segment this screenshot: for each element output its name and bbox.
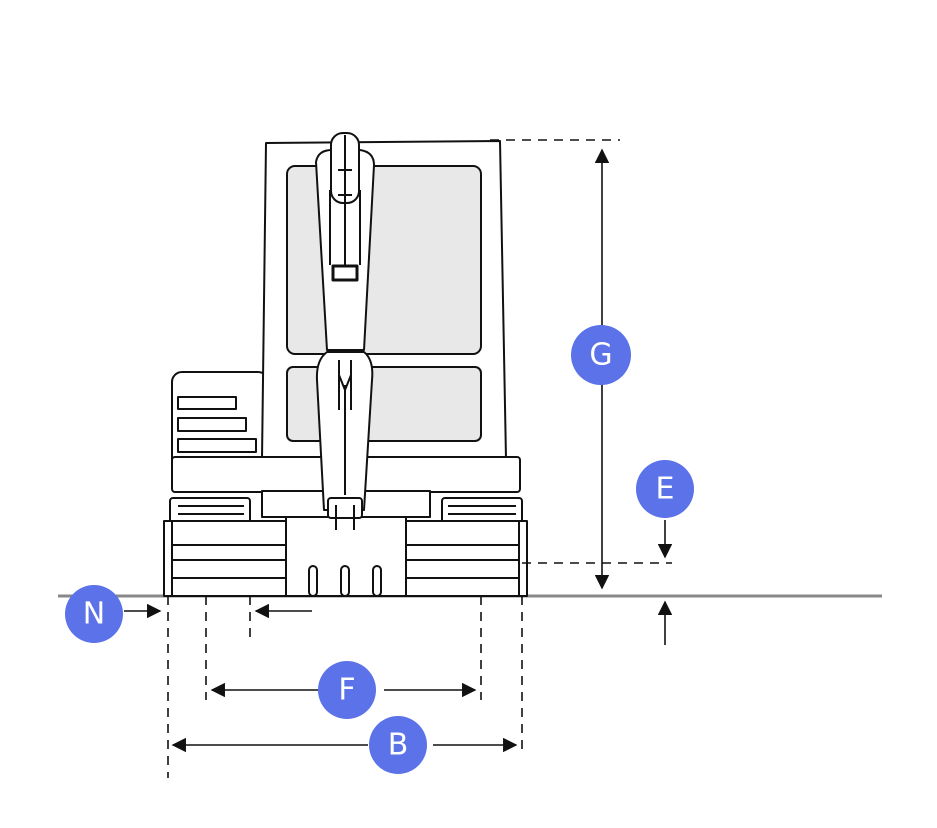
- hood-vent-2: [178, 418, 246, 431]
- hood-vent-3: [178, 439, 256, 452]
- badge-n-label: N: [82, 596, 106, 632]
- dozer-blade: [286, 517, 406, 596]
- badge-g: [571, 325, 631, 385]
- badge-g-label: G: [589, 337, 613, 373]
- badge-e: [636, 460, 694, 518]
- badge-n: [65, 585, 123, 643]
- badge-b: [369, 716, 427, 774]
- badge-e-label: E: [655, 471, 675, 507]
- excavator-front-view: [164, 133, 527, 596]
- badge-b-label: B: [387, 727, 409, 763]
- cab-window-upper: [287, 166, 481, 354]
- hood-vent-1: [178, 397, 236, 409]
- badge-f-label: F: [338, 672, 356, 708]
- badge-f: [318, 661, 376, 719]
